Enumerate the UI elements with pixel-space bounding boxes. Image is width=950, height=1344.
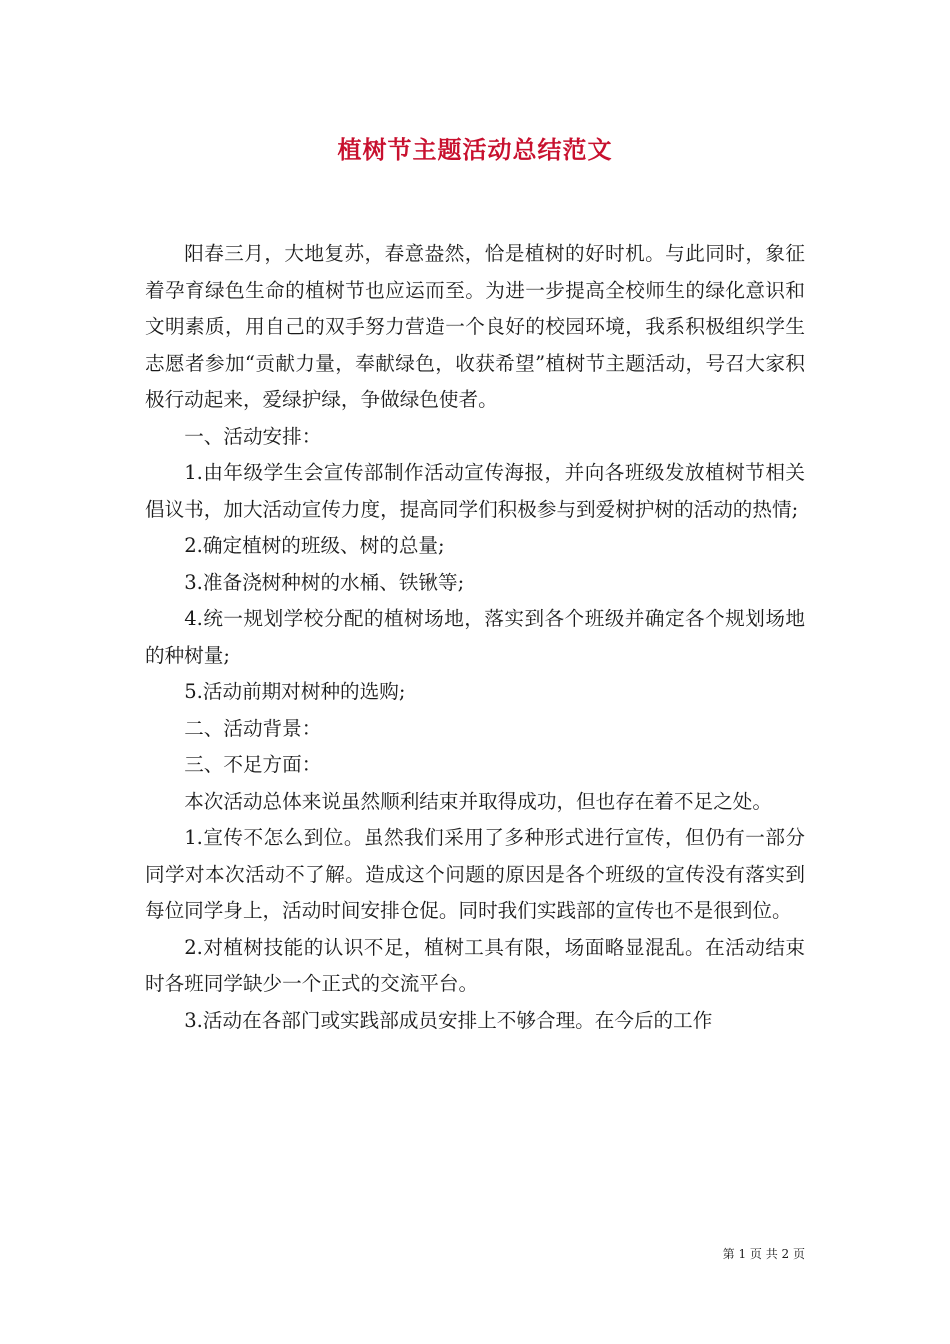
heading-shortcomings: 三、不足方面： (184, 753, 322, 776)
paragraph-intro: 阳春三月，大地复苏，春意盎然，恰是植树的好时机。与此同时，象征着孕育绿色生命的植树节也应运而至。为进一步提高全校师生的绿化意识和文明素质，用自己的双手努力营造一个良好的校园环境，我系积极组织学生志愿者参加“贡献力量，奉献绿色，收获希望”植树节主题活动，号召大家积极行动起来，爱绿护绿，争做绿色使者。 (145, 242, 805, 411)
list-item-3: 3.准备浇树种树的水桶、铁锹等; (184, 570, 465, 594)
shortcoming-item-3: 3.活动在各部门或实践部成员安排上不够合理。在今后的工作 (184, 1008, 713, 1032)
document-title: 植树节主题活动总结范文 (337, 135, 613, 164)
page-footer: 第 1 页 共 2 页 (722, 1247, 805, 1261)
list-item-5: 5.活动前期对树种的选购; (184, 680, 406, 703)
list-item-2: 2.确定植树的班级、树的总量; (184, 534, 445, 557)
document-body (145, 236, 805, 1039)
heading-activity-background: 二、活动背景： (184, 716, 322, 740)
shortcoming-item-1: 1.宣传不怎么到位。虽然我们采用了多种形式进行宣传，但仍有一部分同学对本次活动不了解。造成这个问题的原因是各个班级的宣传没有落实到每位同学身上，活动时间安排仓促。同时我们实践部的宣传也不是很到位。 (145, 826, 805, 922)
heading-activity-arrangement: 一、活动安排： (184, 424, 322, 448)
shortcoming-item-2: 2.对植树技能的认识不足，植树工具有限，场面略显混乱。在活动结束时各班同学缺少一个正式的交流平台。 (145, 935, 805, 995)
list-item-1: 1.由年级学生会宣传部制作活动宣传海报，并向各班级发放植树节相关倡议书，加大活动宣传力度，提高同学们积极参与到爱树护树的活动的热情; (145, 461, 805, 521)
list-item-4: 4.统一规划学校分配的植树场地，落实到各个班级并确定各个规划场地的种树量; (145, 607, 805, 667)
paragraph-summary: 本次活动总体来说虽然顺利结束并取得成功，但也存在着不足之处。 (184, 789, 772, 813)
